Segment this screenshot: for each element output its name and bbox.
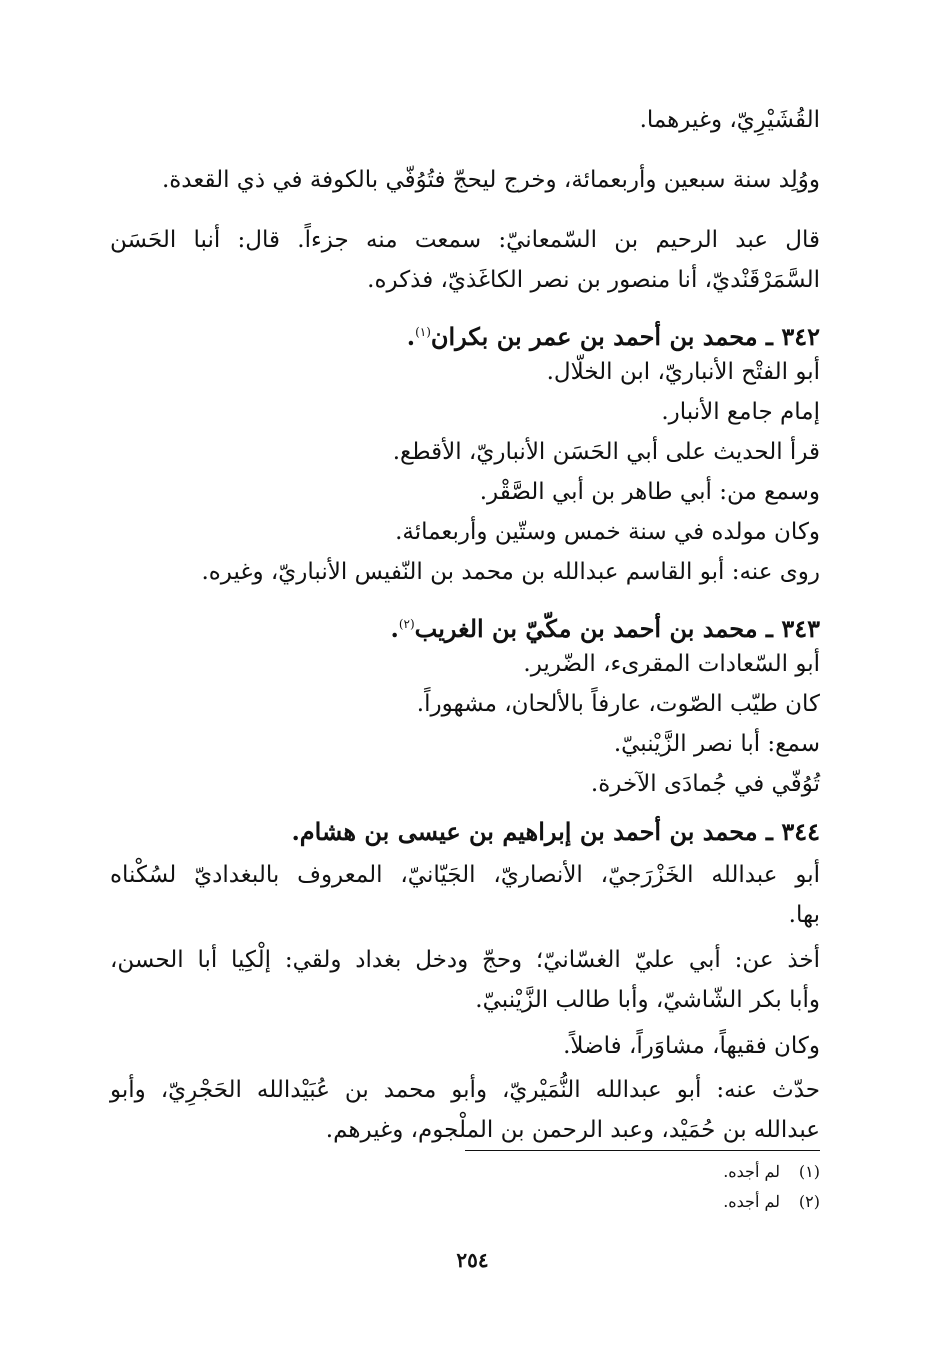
text-line: قرأ الحديث على أبي الحَسَن الأنباريّ، الأقطع. — [392, 439, 820, 465]
text-line: القُشَيْرِيّ، وغيرهما. — [639, 107, 820, 133]
footnote-ref: (١) — [415, 325, 431, 339]
entry-heading: ٣٤٤ ـ محمد بن أحمد بن إبراهيم بن عيسى بن هشام. — [291, 817, 820, 846]
text-line: أبو الفتْح الأنباريّ، ابن الخلّال. — [546, 359, 820, 385]
text-line: السَّمَرْقَنْديّ، أنا منصور بن نصر الكاغَذيّ، فذكره. — [367, 267, 820, 293]
entry-heading-text: ٣٤٣ ـ محمد بن أحمد بن مكّيّ بن الغريب — [414, 614, 820, 643]
text-line: بها. — [788, 902, 820, 928]
entry-heading-end: . — [390, 614, 399, 643]
entry-heading-text: ٣٤٢ ـ محمد بن أحمد بن عمر بن بكران — [430, 322, 820, 351]
footnote-text: لم أجده. — [723, 1192, 780, 1211]
footnote — [723, 1190, 820, 1214]
footnote-number: (١) — [798, 1162, 820, 1181]
text-line: روى عنه: أبو القاسم عبدالله بن محمد بن النّفيس الأنباريّ، وغيره. — [201, 559, 820, 585]
text-line: أخذ عن: أبي عليّ الغسّانيّ؛ وحجّ ودخل بغداد ولقي: إلْكِيا أبا الحسن، — [110, 947, 820, 973]
text-line: أبو عبدالله الخَزْرَجيّ، الأنصاريّ، الجَيّانيّ، المعروف بالبغداديّ لسُكْناه — [110, 862, 820, 888]
footnote-rule — [465, 1150, 820, 1151]
text-line: وكان مولده في سنة خمس وستّين وأربعمائة. — [395, 519, 820, 545]
text-line: ووُلِد سنة سبعين وأربعمائة، وخرج ليحجّ فتُوُفّي بالكوفة في ذي القعدة. — [161, 167, 820, 193]
page-number: ٢٥٤ — [456, 1248, 489, 1272]
entry-heading-end: . — [406, 322, 416, 351]
text-line: وأبا بكر الشّاشيّ، وأبا طالب الزَّيْنبيّ. — [475, 987, 820, 1013]
entry-heading — [390, 604, 820, 649]
text-line: عبدالله بن حُمَيْد، وعبد الرحمن بن الملْجوم، وغيرهم. — [325, 1117, 820, 1143]
footnote — [723, 1160, 820, 1184]
text-line: سمع: أبا نصر الزَّيْنبيّ. — [613, 731, 820, 757]
text-line: كان طيّب الصّوت، عارفاً بالألحان، مشهوراً. — [416, 691, 820, 717]
footnote-number: (٢) — [798, 1192, 820, 1211]
text-line: وكان فقيهاً، مشاوَراً، فاضلاً. — [563, 1033, 820, 1059]
text-line: تُوُفّي في جُمادَى الآخرة. — [590, 771, 820, 797]
text-line: قال عبد الرحيم بن السّمعانيّ: سمعت منه جزءاً. قال: أنبا الحَسَن — [110, 227, 820, 253]
text-line: وسمع من: أبي طاهر بن أبي الصَّقْر. — [479, 479, 820, 505]
footnote-text: لم أجده. — [723, 1162, 780, 1181]
entry-heading — [407, 312, 820, 357]
text-line: حدّث عنه: أبو عبدالله النُّمَيْريّ، وأبو محمد بن عُبَيْدالله الحَجْرِيّ، وأبو — [110, 1077, 820, 1103]
footnote-ref: (٢) — [398, 617, 415, 631]
text-line: أبو السّعادات المقرىء، الضّرير. — [523, 651, 820, 677]
text-line: إمام جامع الأنبار. — [661, 399, 820, 425]
